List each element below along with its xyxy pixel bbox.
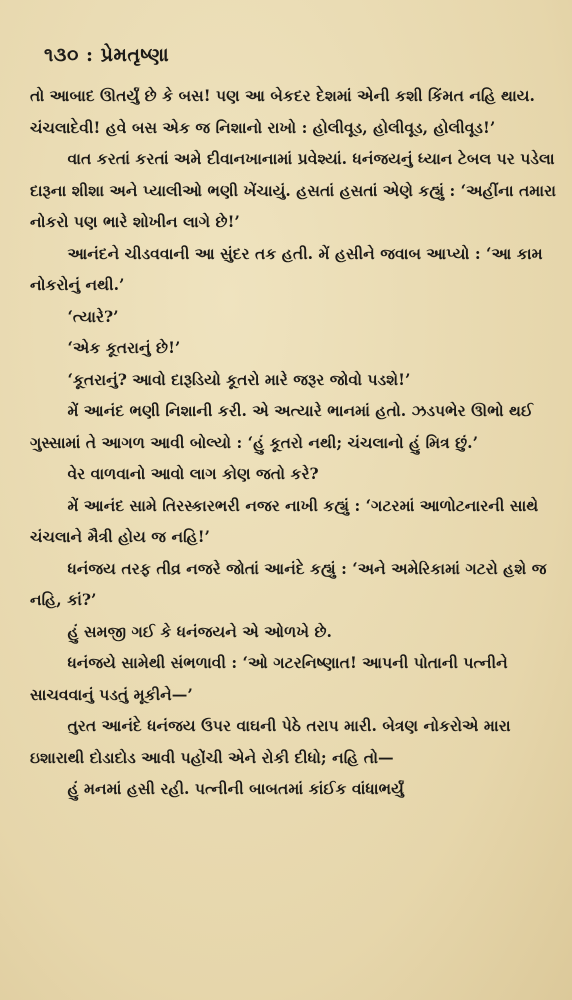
paragraph: ‘કૂતરાનું? આવો દારૂડિયો કૂતરો મારે જરૂર જોવો પડશે!’ [67, 369, 411, 389]
paragraph: વેર વાળવાનો આવો લાગ કોણ જતો કરે? [67, 464, 319, 483]
header-separator: : [86, 44, 94, 66]
running-title: પ્રેમતૃષ્ણા [100, 44, 170, 66]
paragraph: ધનંજય તરફ તીવ્ર નજરે જોતાં આનંદે કહ્યું : ‘અને અમેરિકામાં ગટરો હશે જ નહિ, કાં?’ [30, 558, 547, 609]
paragraph: ‘ત્યારે?’ [67, 306, 119, 326]
page-number: ૧૩૦ [44, 44, 79, 66]
paragraph: મેં આનંદ ભણી નિશાની કરી. એ અત્યારે ભાનમાં હતો. ઝડપભેર ઊભો થઈ ગુસ્સામાં તે આગળ આવી બોલ્યો : ‘હું કૂતરો નથી; ચંચલાનો હું મિત્ર છું.’ [30, 401, 534, 452]
page-body [30, 80, 558, 805]
paragraph: મેં આનંદ સામે તિરસ્કારભરી નજર નાખી કહ્યું : ‘ગટરમાં આળોટનારની સાથે ચંચલાને મૈત્રી હોય જ નહિ!’ [30, 495, 539, 546]
page-header [44, 44, 558, 66]
paragraph: તો આબાદ ઊતર્યું છે કે બસ! પણ આ બેકદર દેશમાં એની કશી કિંમત નહિ થાય. ચંચલાદેવી! હવે બસ એક જ નિશાનો રાખો : હોલીવૂડ, હોલીવૂડ, હોલીવૂડ!’ [30, 86, 535, 137]
paragraph: હું મનમાં હસી રહી. પત્નીની બાબતમાં કાંઈક વાંધાભર્યું [67, 779, 404, 798]
paragraph: આનંદને ચીડવવાની આ સુંદર તક હતી. મેં હસીને જવાબ આપ્યો : ‘આ કામ નોકરોનું નથી.’ [30, 243, 543, 294]
paragraph: ધનંજયે સામેથી સંભળાવી : ‘ઓ ગટરનિષ્ણાત! આપની પોતાની પત્નીને સાચવવાનું પડતું મૂકીને—’ [30, 653, 508, 704]
paragraph: ‘એક કૂતરાનું છે!’ [67, 338, 181, 357]
paragraph: વાત કરતાં કરતાં અમે દીવાનખાનામાં પ્રવેશ્યાં. ધનંજયનું ધ્યાન ટેબલ પર પડેલા દારૂના શીશા અને પ્યાલીઓ ભણી ખેંચાયું. હસતાં હસતાં એણે કહ્યું : ‘અહીંના તમારા નોકરો પણ ભારે શોખીન લાગે છે!’ [30, 149, 556, 231]
paragraph: હું સમજી ગઈ કે ધનંજયને એ ઓળખે છે. [67, 621, 332, 641]
paragraph: તુરત આનંદે ધનંજય ઉપર વાઘની પેઠે તરાપ મારી. બેત્રણ નોકરોએ મારા ઇશારાથી દોડાદોડ આવી પહોંચી એને રોકી દીધો; નહિ તો— [30, 716, 511, 767]
